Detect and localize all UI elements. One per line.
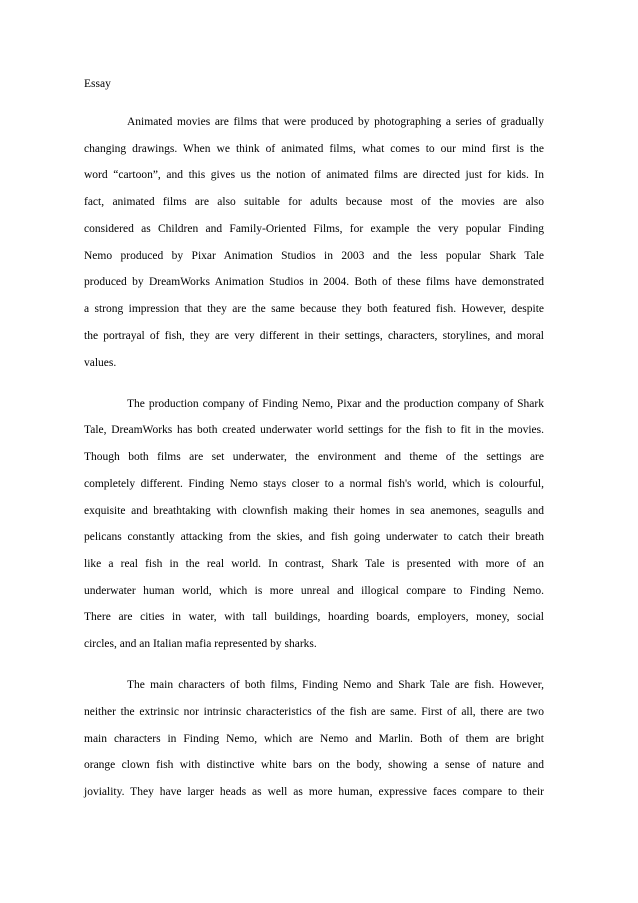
paragraph-2-line: exquisite and breathtaking with clownfish making their homes in sea anemones, seagulls and	[84, 505, 544, 517]
paragraph-3-line: The main characters of both films, Finding Nemo and Shark Tale are fish. However,	[127, 679, 544, 691]
paragraph-1-line: changing drawings. When we think of animated films, what comes to our mind first is the	[84, 143, 544, 155]
paragraph-1-line: Nemo produced by Pixar Animation Studios in 2003 and the less popular Shark Tale	[84, 250, 544, 262]
paragraph-2-line: like a real fish in the real world. In contrast, Shark Tale is presented with more of an	[84, 558, 544, 570]
paragraph-2-line: The production company of Finding Nemo, Pixar and the production company of Shark	[127, 398, 544, 410]
paragraph-1-line: produced by DreamWorks Animation Studios in 2004. Both of these films have demonstrated	[84, 276, 544, 288]
document-title: Essay	[84, 78, 111, 90]
paragraph-3-line: orange clown fish with distinctive white bars on the body, showing a sense of nature and	[84, 759, 544, 771]
paragraph-3-line: neither the extrinsic nor intrinsic characteristics of the fish are same. First of all, there are two	[84, 706, 544, 718]
paragraph-3-line: main characters in Finding Nemo, which are Nemo and Marlin. Both of them are bright	[84, 733, 544, 745]
paragraph-1-line: fact, animated films are also suitable for adults because most of the movies are also	[84, 196, 544, 208]
paragraph-1-line: Animated movies are films that were produced by photographing a series of gradually	[127, 116, 544, 128]
paragraph-1-line: values.	[84, 357, 117, 369]
paragraph-2-line: circles, and an Italian mafia represented by sharks.	[84, 638, 317, 650]
paragraph-2-line: Though both films are set underwater, the environment and theme of the settings are	[84, 451, 544, 463]
paragraph-2-line: completely different. Finding Nemo stays closer to a normal fish's world, which is colourful,	[84, 478, 544, 490]
paragraph-1-line: considered as Children and Family-Oriented Films, for example the very popular Finding	[84, 223, 544, 235]
paragraph-2-line: pelicans constantly attacking from the skies, and fish going underwater to catch their breath	[84, 531, 544, 543]
paragraph-3-line: joviality. They have larger heads as well as more human, expressive faces compare to their	[84, 786, 544, 798]
paragraph-2-line: There are cities in water, with tall buildings, hoarding boards, employers, money, social	[84, 611, 544, 623]
paragraph-1-line: a strong impression that they are the same because they both featured fish. However, despite	[84, 303, 544, 315]
paragraph-2-line: Tale, DreamWorks has both created underwater world settings for the fish to fit in the movies.	[84, 424, 544, 436]
paragraph-2-line: underwater human world, which is more unreal and illogical compare to Finding Nemo.	[84, 585, 544, 597]
paragraph-1-line: word “cartoon”, and this gives us the notion of animated films are directed just for kids. In	[84, 169, 544, 181]
paragraph-1-line: the portrayal of fish, they are very different in their settings, characters, storylines, and moral	[84, 330, 544, 342]
